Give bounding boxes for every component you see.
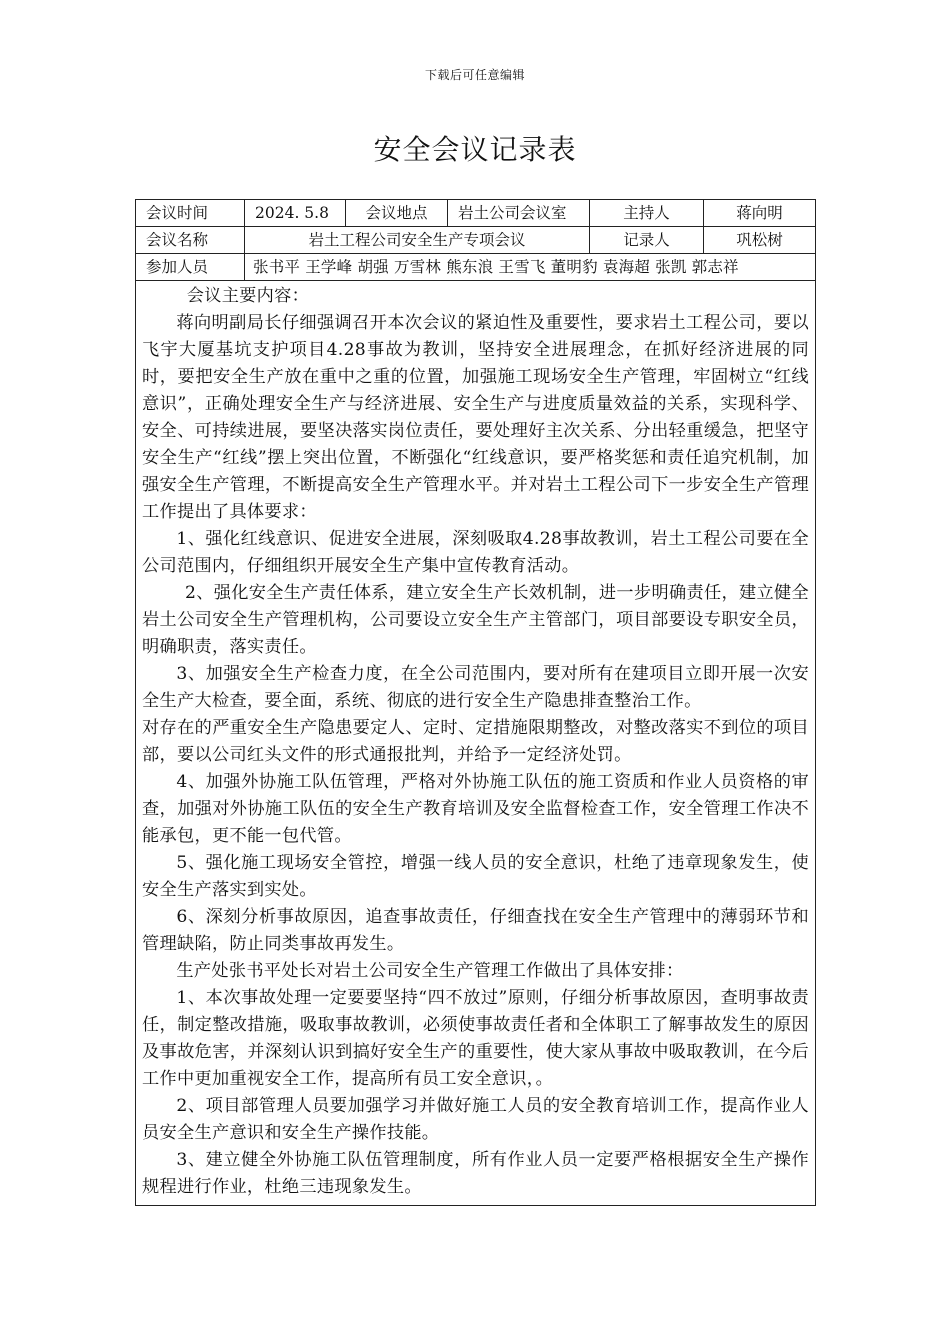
header-note: 下载后可任意编辑 [424, 68, 525, 82]
content-paragraph: 1、强化红线意识、促进安全进展，深刻吸取4.28事故教训，岩土工程公司要在全公司范围内，仔细组织开展安全生产集中宣传教育活动。 [142, 529, 809, 576]
meeting-name-value: 岩土工程公司安全生产专项会议 [245, 227, 590, 254]
host-label: 主持人 [590, 200, 704, 227]
content-paragraph: 1、本次事故处理一定要要坚持“四不放过”原则，仔细分析事故原因，查明事故责任，制定整改措施，吸取事故教训，必须使事故责任者和全体职工了解事故发生的原因及事故危害，并深刻认识到搞好安全生产的重要性，使大家从事故中吸取教训，在今后工作中更加重视安全工作，提高所有员工安全意识，。 [142, 988, 809, 1089]
info-row-attendees [136, 254, 816, 281]
content-paragraph: 4、加强外协施工队伍管理，严格对外协施工队伍的施工资质和作业人员资格的审查，加强对外协施工队伍的安全生产教育培训及安全监督检查工作，安全管理工作决不能承包，更不能一包代管。 [142, 772, 809, 846]
meeting-name-label: 会议名称 [136, 227, 245, 254]
content-paragraph: 3、加强安全生产检查力度，在全公司范围内，要对所有在建项目立即开展一次安全生产大检查，要全面，系统、彻底的进行安全生产隐患排查整治工作。 [142, 664, 809, 711]
meeting-place-label: 会议地点 [346, 200, 448, 227]
content-paragraph: 生产处张书平处长对岩土公司安全生产管理工作做出了具体安排： [176, 961, 684, 981]
page-title: 安全会议记录表 [373, 133, 577, 166]
meeting-record-table [135, 199, 816, 1206]
content-paragraph: 3、建立健全外协施工队伍管理制度，所有作业人员一定要严格根据安全生产操作规程进行作业，杜绝三违现象发生。 [142, 1150, 809, 1197]
host-value: 蒋向明 [704, 200, 816, 227]
content-paragraph: 对存在的严重安全生产隐患要定人、定时、定措施限期整改，对整改落实不到位的项目部，要以公司红头文件的形式通报批判，并给予一定经济处罚。 [142, 718, 809, 765]
info-row-name [136, 227, 816, 254]
content-heading: 会议主要内容： [186, 286, 310, 306]
attendees-value: 张书平 王学峰 胡强 万雪林 熊东浪 王雪飞 董明豹 袁海超 张凯 郭志祥 [245, 254, 816, 281]
recorder-label: 记录人 [590, 227, 704, 254]
content-paragraph: 6、深刻分析事故原因，追查事故责任，仔细查找在安全生产管理中的薄弱环节和管理缺陷，防止同类事故再发生。 [142, 907, 809, 954]
meeting-time-label: 会议时间 [136, 200, 245, 227]
meeting-content [136, 281, 816, 1206]
content-paragraph: 2、项目部管理人员要加强学习并做好施工人员的安全教育培训工作，提高作业人员安全生产意识和安全生产操作技能。 [142, 1096, 809, 1143]
recorder-value: 巩松树 [704, 227, 816, 254]
content-paragraph: 2、强化安全生产责任体系，建立安全生产长效机制，进一步明确责任，建立健全岩土公司安全生产管理机构，公司要设立安全生产主管部门，项目部要设专职安全员，明确职责，落实责任。 [142, 583, 809, 657]
attendees-label: 参加人员 [136, 254, 245, 281]
content-row [136, 281, 816, 1206]
meeting-time-value: 2024. 5.8 [245, 200, 346, 227]
meeting-place-value: 岩土公司会议室 [448, 200, 590, 227]
content-paragraph: 蒋向明副局长仔细强调召开本次会议的紧迫性及重要性，要求岩土工程公司，要以飞宇大厦基坑支护项目4.28事故为教训，坚持安全进展理念，在抓好经济进展的同时，要把安全生产放在重中之重的位置，加强施工现场安全生产管理，牢固树立“红线意识”，正确处理安全生产与经济进展、安全生产与进度质量效益的关系，实现科学、安全、可持续进展，要坚决落实岗位责任，要处理好主次关系、分出轻重缓急，把坚守安全生产“红线”摆上突出位置，不断强化“红线意识，要严格奖惩和责任追究机制，加强安全生产管理，不断提高安全生产管理水平。并对岩土工程公司下一步安全生产管理工作提出了具体要求： [142, 313, 809, 522]
content-paragraph: 5、强化施工现场安全管控，增强一线人员的安全意识，杜绝了违章现象发生，使安全生产落实到实处。 [142, 853, 809, 900]
info-row-time [136, 200, 816, 227]
